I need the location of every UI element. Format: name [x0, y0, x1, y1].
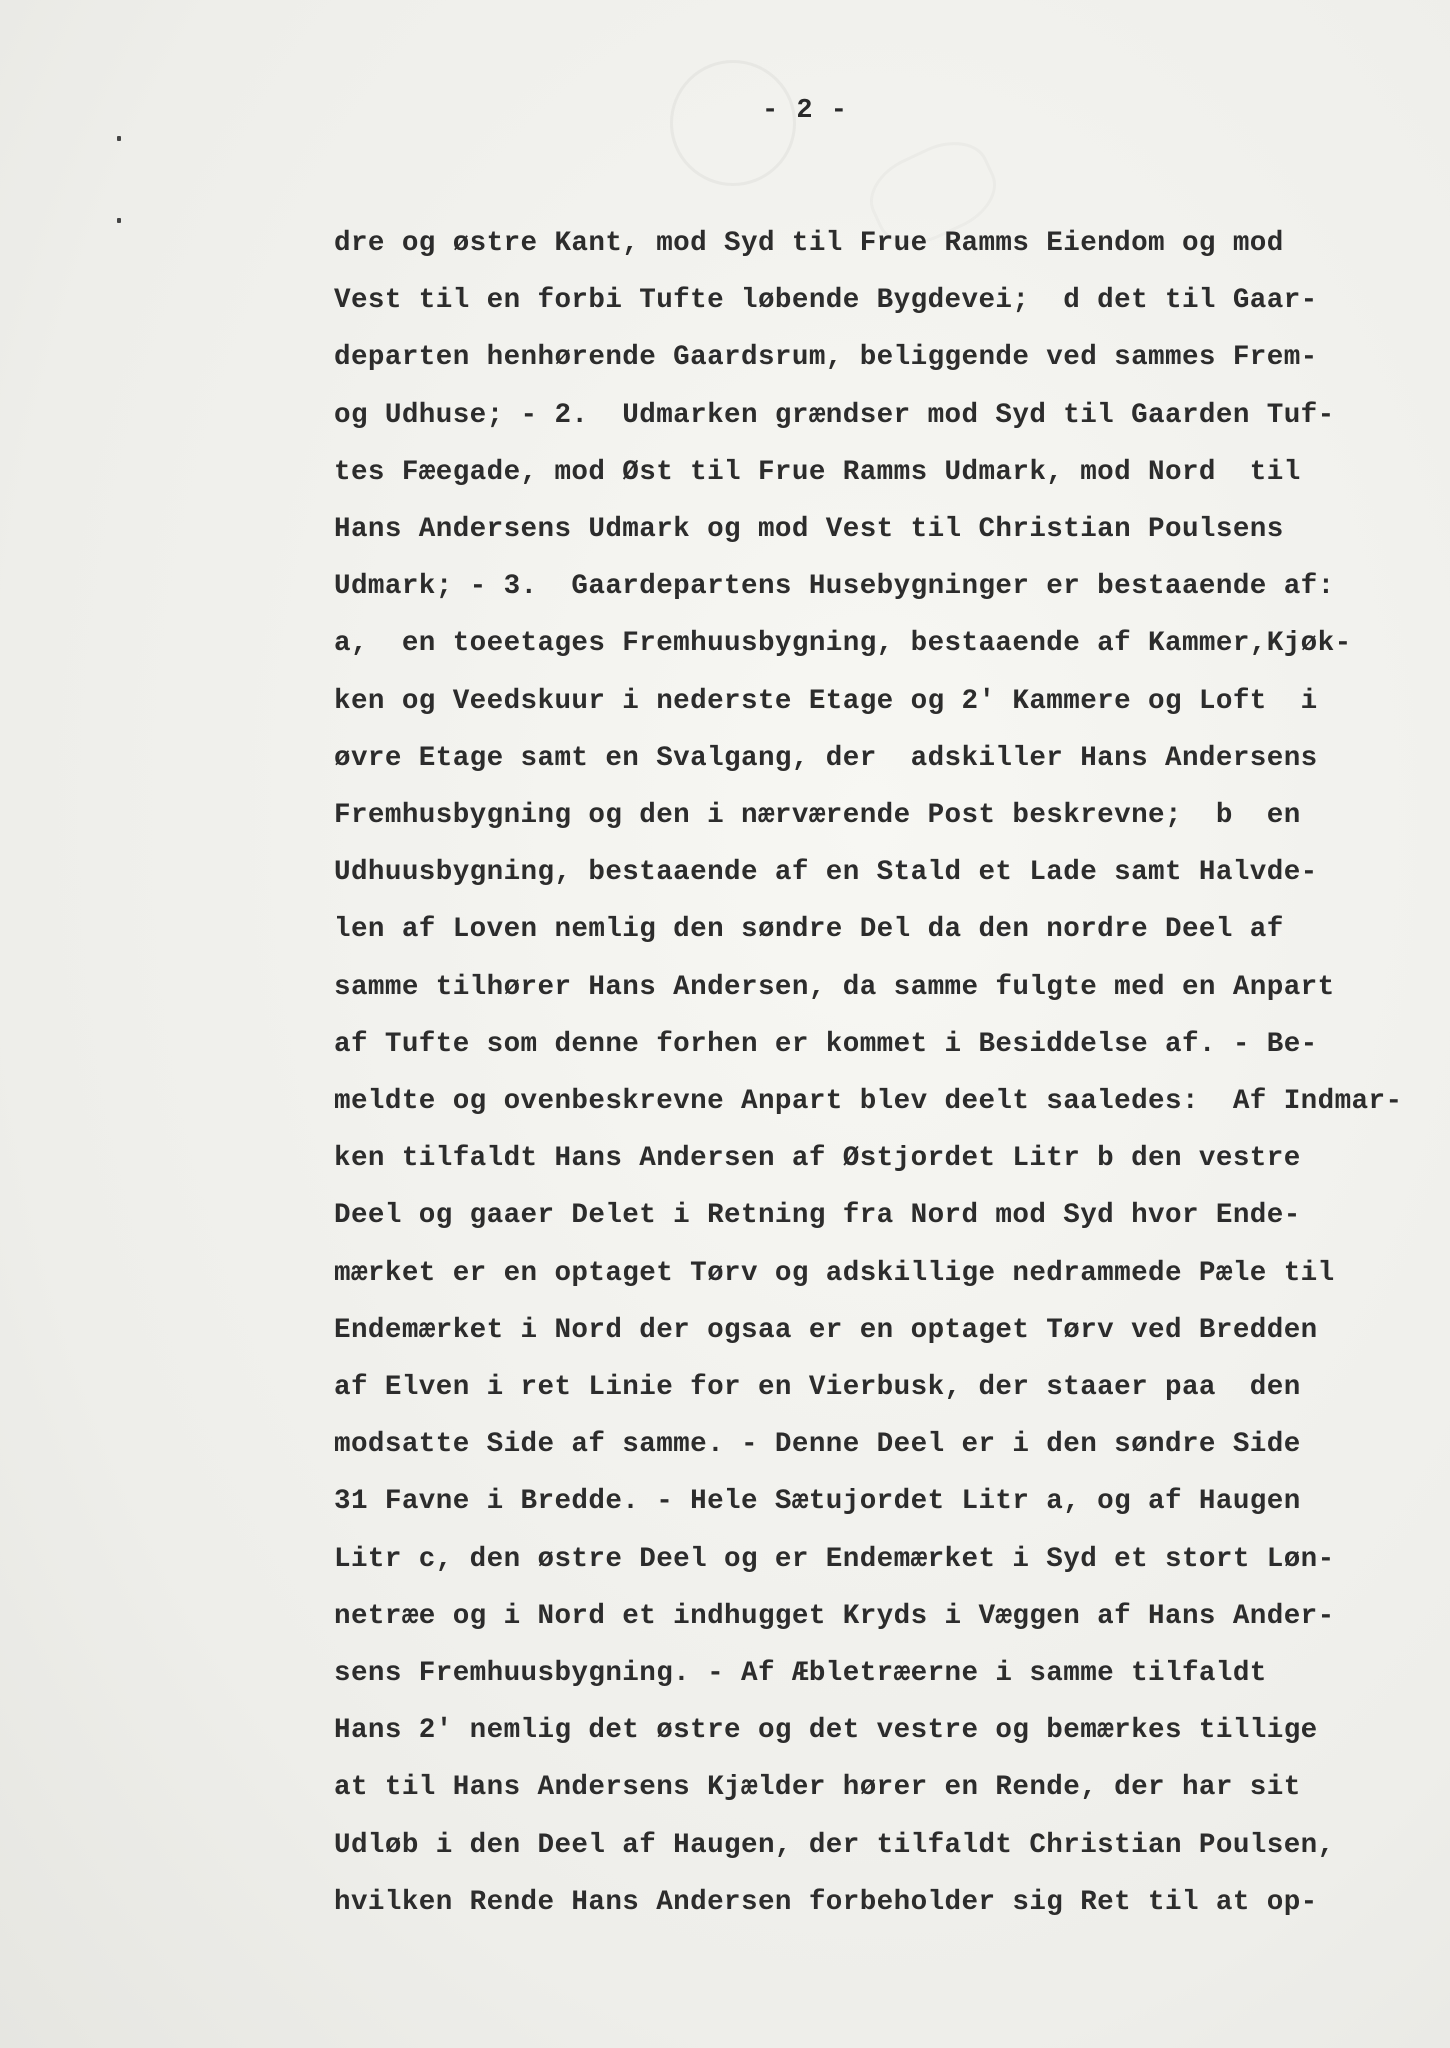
text-line: len af Loven nemlig den søndre Del da den nordre Deel af: [334, 914, 1284, 946]
text-line: og Udhuse; - 2. Udmarken grændser mod Syd til Gaarden Tuf-: [334, 399, 1335, 431]
text-line: Hans Andersens Udmark og mod Vest til Christian Poulsens: [334, 514, 1284, 545]
text-line: mærket er en optaget Tørv og adskillige nedrammede Pæle til: [334, 1257, 1335, 1289]
text-line: at til Hans Andersens Kjælder hører en Rende, der har sit: [334, 1772, 1301, 1804]
text-line: Litr c, den østre Deel og er Endemærket i Syd et stort Løn-: [334, 1543, 1335, 1575]
text-line: dre og østre Kant, mod Syd til Frue Ramms Eiendom og mod: [334, 228, 1284, 259]
text-line: Vest til en forbi Tufte løbende Bygdevei; d det til Gaar-: [334, 285, 1318, 317]
text-line: Udløb i den Deel af Haugen, der tilfaldt Christian Poulsen,: [334, 1829, 1335, 1861]
text-line: Udmark; - 3. Gaardepartens Husebygninger er bestaaende af:: [334, 571, 1335, 603]
text-line: ken og Veedskuur i nederste Etage og 2' Kammere og Loft i: [334, 685, 1318, 717]
page-number: - 2 -: [761, 96, 848, 126]
text-line: meldte og ovenbeskrevne Anpart blev deelt saaledes: Af Indmar-: [334, 1086, 1403, 1117]
text-line: modsatte Side af samme. - Denne Deel er i den søndre Side: [334, 1429, 1301, 1461]
text-line: Deel og gaaer Delet i Retning fra Nord mod Syd hvor Ende-: [334, 1200, 1301, 1232]
text-line: af Tufte som denne forhen er kommet i Besiddelse af. - Be-: [334, 1028, 1318, 1060]
text-line: 31 Favne i Bredde. - Hele Sætujordet Litr a, og af Haugen: [334, 1486, 1301, 1518]
margin-dot: [117, 136, 121, 141]
text-line: samme tilhører Hans Andersen, da samme fulgte med en Anpart: [334, 971, 1335, 1003]
text-line: af Elven i ret Linie for en Vierbusk, der staaer paa den: [334, 1372, 1301, 1403]
text-line: hvilken Rende Hans Andersen forbeholder sig Ret til at op-: [334, 1886, 1318, 1918]
text-line: sens Fremhuusbygning. - Af Æbletræerne i samme tilfaldt: [334, 1658, 1267, 1689]
text-line: departen henhørende Gaardsrum, beliggende ved sammes Frem-: [334, 342, 1318, 374]
text-line: Fremhusbygning og den i nærværende Post beskrevne; b en: [334, 800, 1301, 831]
margin-dot: [117, 218, 121, 223]
text-line: Hans 2' nemlig det østre og det vestre og bemærkes tillige: [334, 1715, 1318, 1747]
text-line: tes Fæegade, mod Øst til Frue Ramms Udmark, mod Nord til: [334, 456, 1301, 488]
text-line: Endemærket i Nord der ogsaa er en optaget Tørv ved Bredden: [334, 1314, 1318, 1346]
text-line: a, en toeetages Fremhuusbygning, bestaaende af Kammer,Kjøk-: [334, 628, 1352, 660]
text-line: øvre Etage samt en Svalgang, der adskiller Hans Andersens: [334, 742, 1318, 774]
text-line: Udhuusbygning, bestaaende af en Stald et Lade samt Halvde-: [334, 857, 1318, 889]
text-line: netræe og i Nord et indhugget Kryds i Væggen af Hans Ander-: [334, 1600, 1335, 1632]
text-line: ken tilfaldt Hans Andersen af Østjordet Litr b den vestre: [334, 1143, 1301, 1175]
